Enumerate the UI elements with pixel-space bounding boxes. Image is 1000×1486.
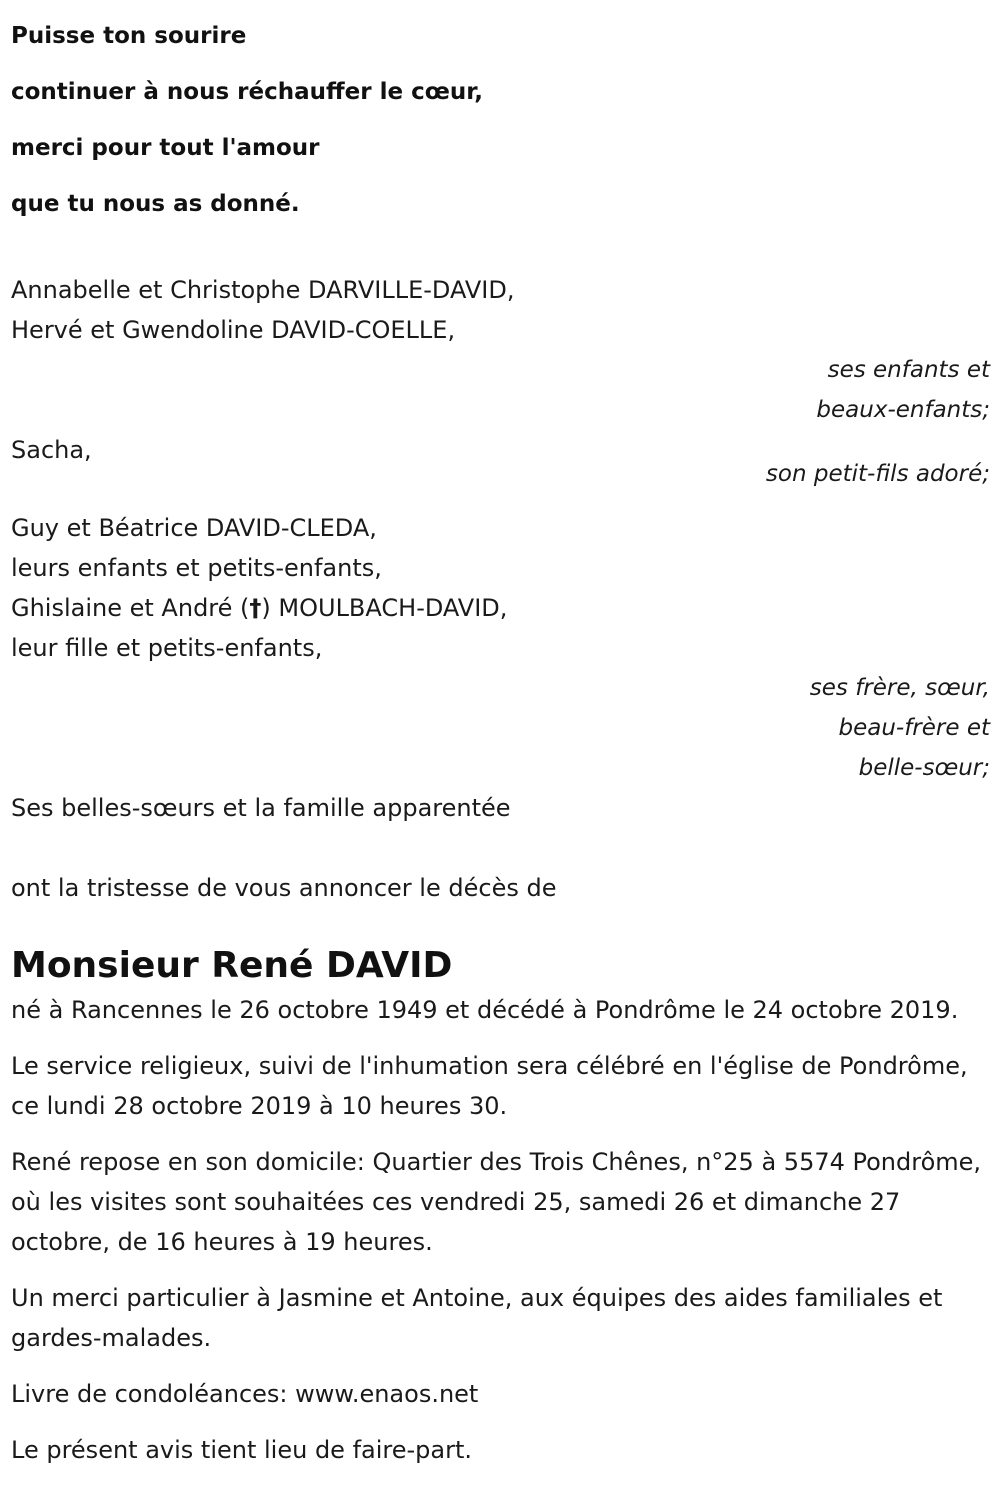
details — [11, 990, 990, 1470]
deceased-name: Monsieur René DAVID — [11, 945, 453, 986]
poem-line: merci pour tout l'amour — [11, 135, 320, 161]
family-member-line: leurs enfants et petits-enfants, — [11, 554, 382, 582]
announcement-line: ont la tristesse de vous annoncer le décès de — [11, 874, 557, 902]
children-block — [11, 270, 990, 430]
poem — [11, 8, 990, 232]
relation-label: belle-sœur; — [858, 755, 990, 781]
family-member-surname: ) MOULBACH-DAVID, — [261, 594, 508, 622]
grandson-block — [11, 430, 990, 494]
notice-paragraph: Le présent avis tient lieu de faire-part. — [11, 1436, 473, 1464]
obituary-notice — [11, 0, 990, 1486]
relation-label: beau-frère et — [838, 715, 990, 741]
cross-icon: † — [249, 594, 262, 622]
siblings-block — [11, 508, 990, 788]
visitation-paragraph: René repose en son domicile: Quartier des Trois Chênes, n°25 à 5574 Pondrôme, où les visites sont souhaitées ces vendredi 25, samedi 26 et dimanche 27 octobre, de 16 heures à 19 heures. — [11, 1148, 982, 1256]
family-member-line: Hervé et Gwendoline DAVID-COELLE, — [11, 316, 456, 344]
condolences-paragraph: Livre de condoléances: www.enaos.net — [11, 1380, 479, 1408]
family-member-line: leur fille et petits-enfants, — [11, 634, 323, 662]
relation-label: son petit-fils adoré; — [765, 461, 990, 487]
relation-label: beaux-enfants; — [816, 397, 990, 423]
family-member-line: Sacha, — [11, 436, 92, 464]
birth-death-paragraph: né à Rancennes le 26 octobre 1949 et décédé à Pondrôme le 24 octobre 2019. — [11, 996, 959, 1024]
thanks-paragraph: Un merci particulier à Jasmine et Antoine, aux équipes des aides familiales et gardes-malades. — [11, 1284, 943, 1352]
poem-line: continuer à nous réchauffer le cœur, — [11, 79, 483, 105]
family-member-line: Guy et Béatrice DAVID-CLEDA, — [11, 514, 377, 542]
poem-line: que tu nous as donné. — [11, 191, 300, 217]
family-member-line: Annabelle et Christophe DARVILLE-DAVID, — [11, 276, 515, 304]
family-member-line — [11, 588, 990, 628]
relation-label: ses frère, sœur, — [809, 675, 990, 701]
family-member-name: Ghislaine et André ( — [11, 594, 250, 622]
poem-line: Puisse ton sourire — [11, 23, 247, 49]
service-paragraph: Le service religieux, suivi de l'inhumation sera célébré en l'église de Pondrôme, ce lundi 28 octobre 2019 à 10 heures 30. — [11, 1052, 968, 1120]
extended-family-line: Ses belles-sœurs et la famille apparentée — [11, 794, 511, 822]
relation-label: ses enfants et — [827, 357, 990, 383]
